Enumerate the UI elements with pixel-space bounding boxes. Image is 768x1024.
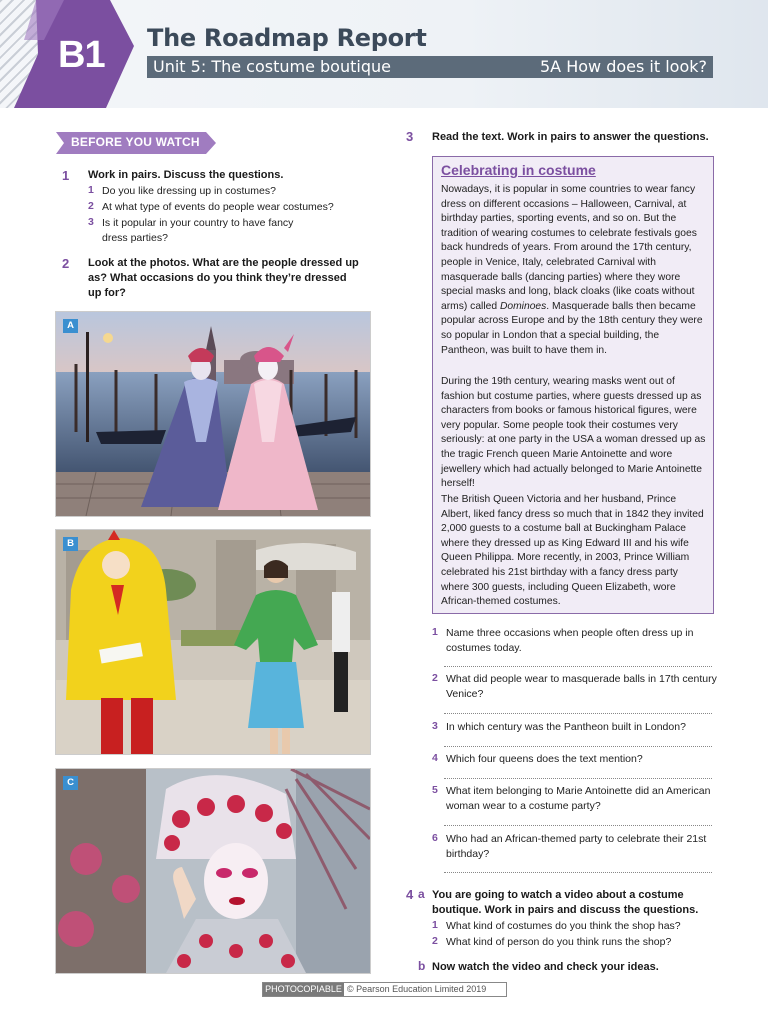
question-number: 2: [432, 672, 438, 684]
q4-item: What kind of costumes do you think the shop has?: [446, 920, 681, 932]
before-you-watch-label: BEFORE YOU WATCH: [71, 135, 200, 149]
q4-item: What kind of person do you think runs the shop?: [446, 936, 672, 948]
reading-text: . Masquerade balls then became popular across Europe and by the 18th century they were so popular in London that a special building, the Pantheon, was built to have them in.: [441, 300, 703, 356]
lesson-title: 5A How does it look?: [540, 57, 707, 76]
q1-number: 1: [62, 168, 70, 183]
q1-item-number: 3: [88, 216, 94, 228]
answer-line[interactable]: [444, 825, 712, 826]
photo-c: [55, 768, 371, 974]
unit-bar: [147, 56, 713, 78]
q4a-instruction: You are going to watch a video about a costume boutique. Work in pairs and discuss the questions.: [432, 889, 699, 916]
question-number: 1: [432, 626, 438, 638]
before-you-watch-tag: [56, 132, 216, 154]
reading-paragraph-3: The British Queen Victoria and her husband, Prince Albert, liked fancy dress so much that in 1842 they invited 2,000 guests to a costume ball at Buckingham Palace where they dressed up as King Edward III and his wife Queen Philippa. More recently, in 2003, Prince William celebrated his 21st birthday with a fancy dress party where 300 guests, including Queen Elizabeth, wore African-themed costumes.: [441, 494, 704, 608]
q2-number: 2: [62, 256, 70, 271]
q2-instruction: Look at the photos. What are the people dressed up as? What occasions do you think they’re dressed up for?: [88, 257, 359, 299]
question-text: In which century was the Pantheon built in London?: [446, 721, 686, 733]
q1-item-number: 2: [88, 200, 94, 212]
answer-line[interactable]: [444, 713, 712, 714]
q1-item-number: 1: [88, 184, 94, 196]
chicken-costume-image: [56, 530, 370, 754]
photo-label: C: [63, 776, 78, 790]
q4-number: 4: [406, 887, 414, 902]
answer-line[interactable]: [444, 746, 712, 747]
q4-part-b-letter: b: [418, 959, 426, 973]
photo-b: [55, 529, 371, 755]
report-title: The Roadmap Report: [147, 24, 427, 52]
unit-title: Unit 5: The costume boutique: [153, 57, 391, 76]
reading-title: Celebrating in costume: [441, 162, 596, 178]
reading-paragraph-2: During the 19th century, wearing masks went out of fashion but costume parties, where guests dressed up as characters from books or famous historical figures, were very popular. Some people took their costumes very seriously: at one party in the USA a woman dressed up as the tragic French queen Marie Antoinette and wore jewellery which had actually belonged to Marie Antoinette herself!: [441, 376, 706, 490]
footer-copyright: [262, 982, 507, 997]
question-text: Who had an African-themed party to celebrate their 21st birthday?: [446, 833, 707, 860]
reading-text-box: [432, 156, 714, 614]
q4b-instruction: Now watch the video and check your ideas.: [432, 961, 659, 973]
venice-carnival-image: [56, 312, 370, 516]
photo-label: B: [63, 537, 78, 551]
answer-line[interactable]: [444, 778, 712, 779]
answer-line[interactable]: [444, 666, 712, 667]
reading-emphasis: Dominoes: [499, 300, 547, 312]
answer-line[interactable]: [444, 872, 712, 873]
question-text: Which four queens does the text mention?: [446, 753, 643, 765]
copyright-text: © Pearson Education Limited 2019: [347, 984, 487, 994]
q1-instruction: Work in pairs. Discuss the questions.: [88, 169, 284, 181]
question-text: What item belonging to Marie Antoinette did an American woman wear to a costume party?: [446, 785, 711, 812]
q4-item-number: 1: [432, 919, 438, 931]
q1-item: At what type of events do people wear costumes?: [102, 201, 334, 213]
q3-number: 3: [406, 129, 414, 144]
reading-text: Nowadays, it is popular in some countries to wear fancy dress on different occasions – Halloween, Carnival, at birthday parties, sporting events, and so on. But the tradition of wearing costumes to celebrate festivals goes back hundreds of years. From around the 17th century, people in Venice, Italy, celebrated Carnival with masquerade balls (dancing parties) where they wore special masks and long, black cloaks (like coats without arms) called: [441, 184, 697, 312]
photocopiable-label: PHOTOCOPIABLE: [263, 983, 344, 996]
level-label: B1: [58, 34, 105, 76]
q1-item: Is it popular in your country to have fancy dress parties?: [102, 217, 294, 244]
q4-part-a-letter: a: [418, 887, 425, 901]
question-number: 3: [432, 720, 438, 732]
q1-item: Do you like dressing up in costumes?: [102, 185, 276, 197]
reading-paragraph-1: [441, 183, 707, 358]
photo-label: A: [63, 319, 78, 333]
q3-instruction: Read the text. Work in pairs to answer the questions.: [432, 131, 709, 143]
page-header: [0, 0, 768, 108]
question-number: 4: [432, 752, 438, 764]
question-text: Name three occasions when people often dress up in costumes today.: [446, 627, 694, 654]
carnival-headdress-image: [56, 769, 370, 973]
question-text: What did people wear to masquerade balls in 17th century Venice?: [446, 673, 717, 700]
question-number: 5: [432, 784, 438, 796]
q4-item-number: 2: [432, 935, 438, 947]
photo-a: [55, 311, 371, 517]
question-number: 6: [432, 832, 438, 844]
